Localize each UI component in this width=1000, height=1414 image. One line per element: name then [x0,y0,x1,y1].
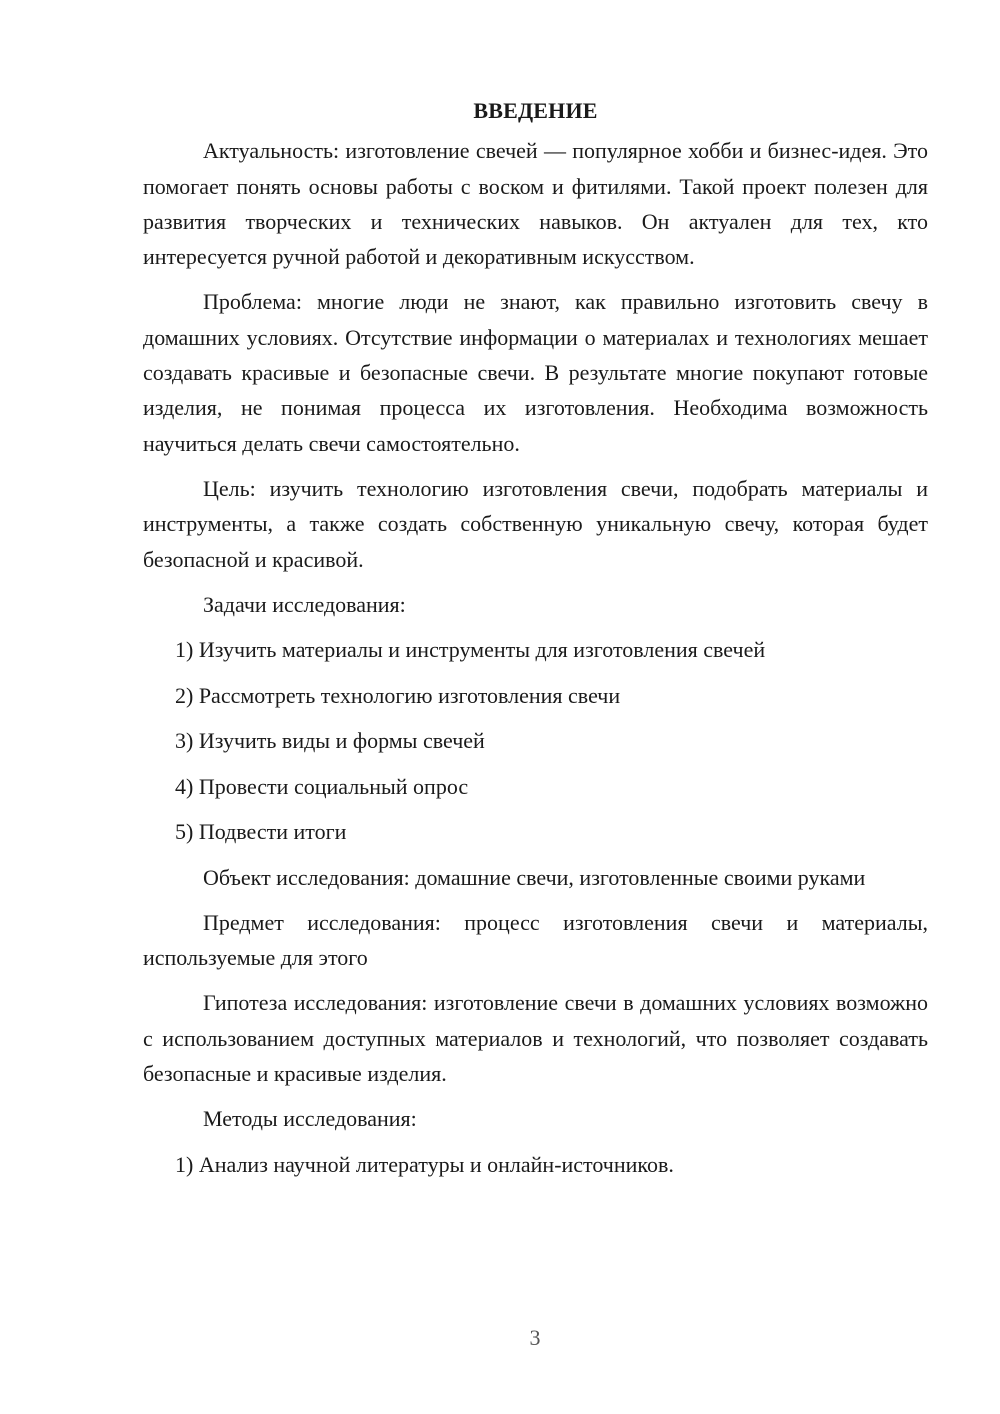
goal-paragraph: Цель: изучить технологию изготовления свечи, подобрать материалы и инструменты, а также создать собственную уникальную свечу, которая будет безопасной и красивой. [143,475,928,572]
list-item: 3) Изучить виды и формы свечей [175,728,485,754]
methods-heading: Методы исследования: [203,1106,417,1132]
subject-paragraph: Предмет исследования: процесс изготовления свечи и материалы, используемые для этого [143,909,928,971]
problem-paragraph: Проблема: многие люди не знают, как правильно изготовить свечу в домашних условиях. Отсутствие информации о материалах и технологиях мешает создавать красивые и безопасные свечи. В результате многие покупают готовые изделия, не понимая процесса их изготовления. Необходима возможность научиться делать свечи самостоятельно. [143,289,928,456]
list-item: 1) Изучить материалы и инструменты для изготовления свечей [175,637,766,663]
methods-list [143,1147,928,1182]
page-title: ВВЕДЕНИЕ [473,98,598,123]
tasks-heading: Задачи исследования: [203,591,406,617]
page-number: 3 [529,1325,541,1350]
list-item: 4) Провести социальный опрос [175,773,469,799]
list-item: 1) Анализ научной литературы и онлайн-источников. [175,1151,674,1177]
tasks-list [143,632,928,849]
list-item: 5) Подвести итоги [175,819,347,845]
document-page [143,93,928,1192]
relevance-paragraph: Актуальность: изготовление свечей — популярное хобби и бизнес-идея. Это помогает понять основы работы с воском и фитилями. Такой проект полезен для развития творческих и технических навыков. Он актуален для тех, кто интересуется ручной работой и декоративным искусством. [143,138,928,270]
object-paragraph: Объект исследования: домашние свечи, изготовленные своими руками [203,864,866,890]
list-item: 2) Рассмотреть технологию изготовления свечи [175,682,621,708]
hypothesis-paragraph: Гипотеза исследования: изготовление свечи в домашних условиях возможно с использованием доступных материалов и технологий, что позволяет создавать безопасные и красивые изделия. [143,990,928,1087]
